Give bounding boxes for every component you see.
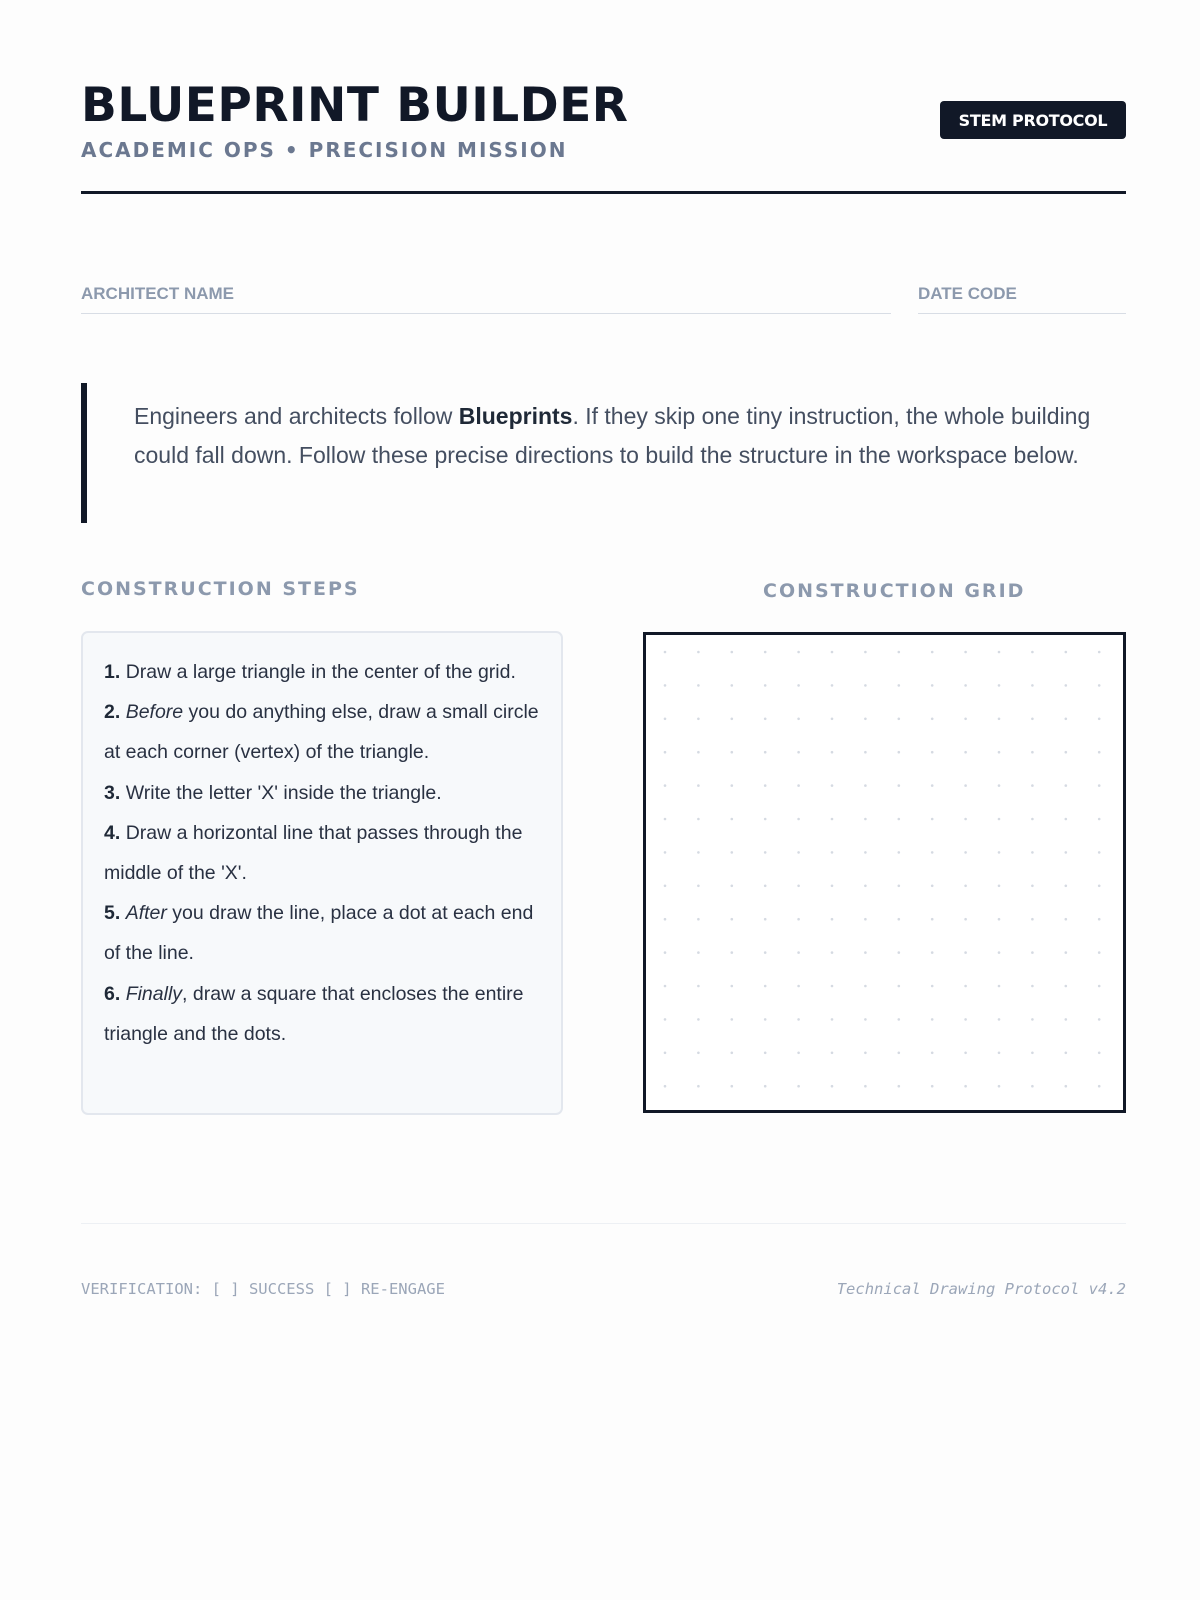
grid-dot	[797, 951, 800, 954]
grid-dot	[731, 1018, 734, 1021]
grid-dot	[864, 918, 867, 921]
grid-dot	[864, 718, 867, 721]
steps-list	[104, 652, 554, 1054]
grid-dot	[664, 651, 667, 654]
grid-dot	[731, 818, 734, 821]
grid-dot	[831, 918, 834, 921]
grid-dot	[797, 784, 800, 787]
grid-dot	[1031, 885, 1034, 888]
grid-dot	[931, 718, 934, 721]
step-text: you draw the line, place a dot at each end of the line.	[104, 902, 534, 965]
grid-dot	[1031, 851, 1034, 854]
grid-dot	[1031, 1052, 1034, 1055]
grid-dot	[1031, 1018, 1034, 1021]
grid-dot	[731, 851, 734, 854]
grid-dot	[731, 718, 734, 721]
step-number: 1.	[104, 661, 121, 683]
grid-dot	[1098, 1052, 1101, 1055]
grid-dot	[998, 918, 1001, 921]
grid-dot	[1065, 784, 1068, 787]
grid-dot	[664, 885, 667, 888]
grid-dot	[998, 684, 1001, 687]
step-text: you do anything else, draw a small circle at each corner (vertex) of the triangle.	[104, 701, 539, 764]
grid-dot	[998, 1018, 1001, 1021]
grid-dot	[1098, 951, 1101, 954]
grid-dot	[797, 885, 800, 888]
grid-dot	[1098, 818, 1101, 821]
grid-dot	[764, 951, 767, 954]
grid-dot	[1065, 718, 1068, 721]
grid-dot	[864, 1085, 867, 1088]
grid-dot	[931, 918, 934, 921]
grid-dot	[864, 684, 867, 687]
grid-dot	[964, 718, 967, 721]
grid-dot	[664, 784, 667, 787]
grid-dot	[664, 918, 667, 921]
grid-dot	[1098, 851, 1101, 854]
grid-dot	[931, 1018, 934, 1021]
grid-dot	[797, 1052, 800, 1055]
grid-dot	[764, 885, 767, 888]
grid-dot	[1098, 784, 1101, 787]
grid-dot	[931, 1085, 934, 1088]
grid-dot	[664, 951, 667, 954]
grid-dot	[898, 1052, 901, 1055]
grid-dot	[964, 684, 967, 687]
grid-dot	[1098, 751, 1101, 754]
grid-dot	[898, 1085, 901, 1088]
date-code-line[interactable]	[918, 313, 1126, 314]
verification-text: VERIFICATION: [ ] SUCCESS [ ] RE-ENGAGE	[81, 1280, 445, 1298]
grid-dot	[731, 985, 734, 988]
step-item	[104, 692, 554, 772]
grid-dot	[1065, 1085, 1068, 1088]
step-number: 4.	[104, 821, 121, 844]
grid-dot	[697, 1018, 700, 1021]
grid-dot	[764, 1018, 767, 1021]
grid-dot	[764, 1052, 767, 1055]
grid-dot	[931, 951, 934, 954]
grid-dot	[731, 784, 734, 787]
grid-dot	[697, 918, 700, 921]
grid-dot	[797, 1085, 800, 1088]
step-item	[104, 893, 554, 973]
grid-dot	[864, 784, 867, 787]
grid-dot	[731, 651, 734, 654]
grid-dot	[764, 651, 767, 654]
grid-dot	[1031, 918, 1034, 921]
grid-dot	[1031, 651, 1034, 654]
step-number: 6.	[104, 982, 121, 1005]
grid-dot	[797, 684, 800, 687]
grid-dot	[864, 751, 867, 754]
grid-dot	[1065, 1018, 1068, 1021]
grid-dot	[1031, 818, 1034, 821]
grid-dot	[1098, 1018, 1101, 1021]
grid-dot	[864, 985, 867, 988]
grid-dot	[731, 918, 734, 921]
step-number: 3.	[104, 781, 121, 804]
grid-dot	[731, 751, 734, 754]
grid-dot	[964, 918, 967, 921]
grid-dot	[731, 885, 734, 888]
grid-dot	[931, 651, 934, 654]
step-emphasis: Before	[125, 701, 184, 724]
grid-dot	[964, 951, 967, 954]
grid-dot	[1031, 784, 1034, 787]
grid-dot	[664, 985, 667, 988]
grid-dot	[764, 718, 767, 721]
grid-dot	[864, 1018, 867, 1021]
page-title: BLUEPRINT BUILDER	[81, 78, 629, 133]
grid-dot	[1098, 651, 1101, 654]
step-number: 5.	[104, 902, 121, 925]
grid-dot	[697, 818, 700, 821]
grid-dot	[764, 851, 767, 854]
grid-dot	[1065, 751, 1068, 754]
grid-dot	[1098, 885, 1101, 888]
grid-dot	[664, 818, 667, 821]
protocol-badge: STEM PROTOCOL	[940, 101, 1126, 139]
architect-name-line[interactable]	[81, 313, 891, 314]
grid-dot	[797, 718, 800, 721]
grid-dot	[697, 885, 700, 888]
grid-dot	[1065, 885, 1068, 888]
grid-dot	[1031, 718, 1034, 721]
grid-dot	[697, 985, 700, 988]
grid-dot	[697, 718, 700, 721]
protocol-version: Technical Drawing Protocol v4.2	[836, 1280, 1126, 1298]
grid-dot	[664, 718, 667, 721]
grid-dot	[898, 851, 901, 854]
grid-dot	[764, 818, 767, 821]
grid-dot	[1065, 684, 1068, 687]
page-subtitle: ACADEMIC OPS • PRECISION MISSION	[81, 138, 568, 162]
grid-dot	[664, 1052, 667, 1055]
grid-dot	[831, 1018, 834, 1021]
grid-dot	[1065, 651, 1068, 654]
grid-dot	[964, 751, 967, 754]
grid-dot	[731, 1085, 734, 1088]
grid-dot	[797, 851, 800, 854]
step-text: Write the letter 'X' inside the triangle.	[125, 781, 442, 804]
grid-dot	[764, 1085, 767, 1088]
grid-dot	[964, 651, 967, 654]
grid-dot	[898, 918, 901, 921]
grid-dot	[797, 918, 800, 921]
intro-text	[134, 397, 1094, 474]
grid-dot	[964, 1085, 967, 1088]
grid-dot	[898, 651, 901, 654]
grid-dot	[764, 684, 767, 687]
grid-dot	[898, 718, 901, 721]
grid-dot	[731, 1052, 734, 1055]
grid-dot	[1065, 985, 1068, 988]
step-text: Draw a large triangle in the center of the grid.	[125, 661, 516, 683]
grid-dot	[864, 851, 867, 854]
grid-dot	[831, 985, 834, 988]
grid-dot	[831, 818, 834, 821]
grid-dot	[998, 951, 1001, 954]
grid-dot	[998, 651, 1001, 654]
date-code-label: DATE CODE	[918, 284, 1017, 303]
grid-dot	[831, 651, 834, 654]
grid-dot	[664, 1018, 667, 1021]
grid-dot	[764, 918, 767, 921]
step-item	[104, 652, 554, 692]
grid-dot	[697, 951, 700, 954]
grid-dot	[998, 784, 1001, 787]
grid-dot	[898, 684, 901, 687]
architect-name-label: ARCHITECT NAME	[81, 284, 234, 303]
grid-dot	[664, 1085, 667, 1088]
grid-dot	[1031, 1085, 1034, 1088]
grid-dot	[797, 985, 800, 988]
construction-grid[interactable]	[643, 632, 1126, 1113]
step-emphasis: After	[125, 902, 167, 925]
grid-dot	[864, 1052, 867, 1055]
grid-dot	[931, 784, 934, 787]
grid-dot	[964, 818, 967, 821]
grid-dot	[664, 851, 667, 854]
grid-dot	[1065, 818, 1068, 821]
grid-dot	[964, 784, 967, 787]
grid-dot	[731, 951, 734, 954]
grid-dot	[931, 751, 934, 754]
grid-dot	[864, 818, 867, 821]
grid-dot	[998, 718, 1001, 721]
grid-dot	[1098, 918, 1101, 921]
grid-dot	[1098, 718, 1101, 721]
grid-dot	[764, 751, 767, 754]
grid-dot	[931, 1052, 934, 1055]
grid-dot	[831, 751, 834, 754]
grid-dot	[831, 885, 834, 888]
grid-dot	[797, 1018, 800, 1021]
grid-dot	[964, 1052, 967, 1055]
grid-dot	[1065, 918, 1068, 921]
grid-dot	[831, 1052, 834, 1055]
grid-dot	[831, 718, 834, 721]
step-item	[104, 974, 554, 1054]
grid-dot	[1031, 751, 1034, 754]
grid-dot	[731, 684, 734, 687]
grid-dot	[1098, 985, 1101, 988]
grid-dot	[1031, 985, 1034, 988]
grid-dot	[697, 851, 700, 854]
grid-dot	[697, 684, 700, 687]
grid-dot	[1065, 951, 1068, 954]
grid-dot	[697, 651, 700, 654]
grid-dot	[931, 818, 934, 821]
grid-dot	[764, 784, 767, 787]
grid-dot	[998, 751, 1001, 754]
grid-dot	[1031, 951, 1034, 954]
step-item	[104, 813, 554, 893]
grid-dot	[998, 985, 1001, 988]
grid-dot	[898, 784, 901, 787]
grid-dot	[998, 885, 1001, 888]
grid-dot	[898, 951, 901, 954]
grid-dot	[931, 684, 934, 687]
grid-dot	[1065, 851, 1068, 854]
step-number: 2.	[104, 701, 121, 724]
grid-dot	[898, 751, 901, 754]
grid-dot	[831, 1085, 834, 1088]
grid-dot	[898, 818, 901, 821]
grid-dot	[664, 751, 667, 754]
grid-dot	[831, 951, 834, 954]
intro-callout	[81, 383, 1126, 523]
grid-dot	[864, 951, 867, 954]
construction-grid-heading: CONSTRUCTION GRID	[763, 580, 1026, 602]
grid-dot	[797, 818, 800, 821]
intro-text-before: Engineers and architects follow	[134, 403, 459, 429]
grid-dot	[1098, 1085, 1101, 1088]
grid-dot	[964, 1018, 967, 1021]
step-item	[104, 773, 554, 813]
grid-dot	[764, 985, 767, 988]
grid-dot	[797, 651, 800, 654]
intro-text-after: . If they skip one tiny instruction, the whole building could fall down. Follow these precise directions to build the structure in the workspace below.	[134, 403, 1091, 468]
grid-dot	[1065, 1052, 1068, 1055]
grid-dot	[864, 651, 867, 654]
grid-dot	[898, 985, 901, 988]
grid-dot	[831, 784, 834, 787]
grid-dot	[998, 818, 1001, 821]
grid-dot	[898, 1018, 901, 1021]
grid-dot	[964, 851, 967, 854]
grid-dot	[1098, 684, 1101, 687]
grid-dot	[998, 1085, 1001, 1088]
grid-dot	[697, 1052, 700, 1055]
grid-dot	[931, 885, 934, 888]
grid-dot	[797, 751, 800, 754]
step-text: , draw a square that encloses the entire triangle and the dots.	[104, 982, 524, 1045]
grid-dot	[697, 1085, 700, 1088]
grid-dot	[864, 885, 867, 888]
grid-dot	[998, 851, 1001, 854]
construction-steps-heading: CONSTRUCTION STEPS	[81, 578, 360, 600]
grid-dot	[931, 851, 934, 854]
grid-dot	[1031, 684, 1034, 687]
grid-dot	[964, 985, 967, 988]
grid-dot	[831, 851, 834, 854]
dot-grid	[646, 635, 1123, 1110]
grid-dot	[898, 885, 901, 888]
grid-dot	[931, 985, 934, 988]
grid-dot	[831, 684, 834, 687]
footer-divider	[81, 1223, 1126, 1224]
grid-dot	[964, 885, 967, 888]
step-text: Draw a horizontal line that passes through the middle of the 'X'.	[104, 821, 523, 885]
header-divider	[81, 191, 1126, 194]
grid-dot	[664, 684, 667, 687]
grid-dot	[697, 751, 700, 754]
grid-dot	[697, 784, 700, 787]
steps-card	[81, 631, 563, 1115]
step-emphasis: Finally	[125, 982, 183, 1005]
grid-dot	[998, 1052, 1001, 1055]
intro-text-bold: Blueprints	[458, 403, 573, 429]
